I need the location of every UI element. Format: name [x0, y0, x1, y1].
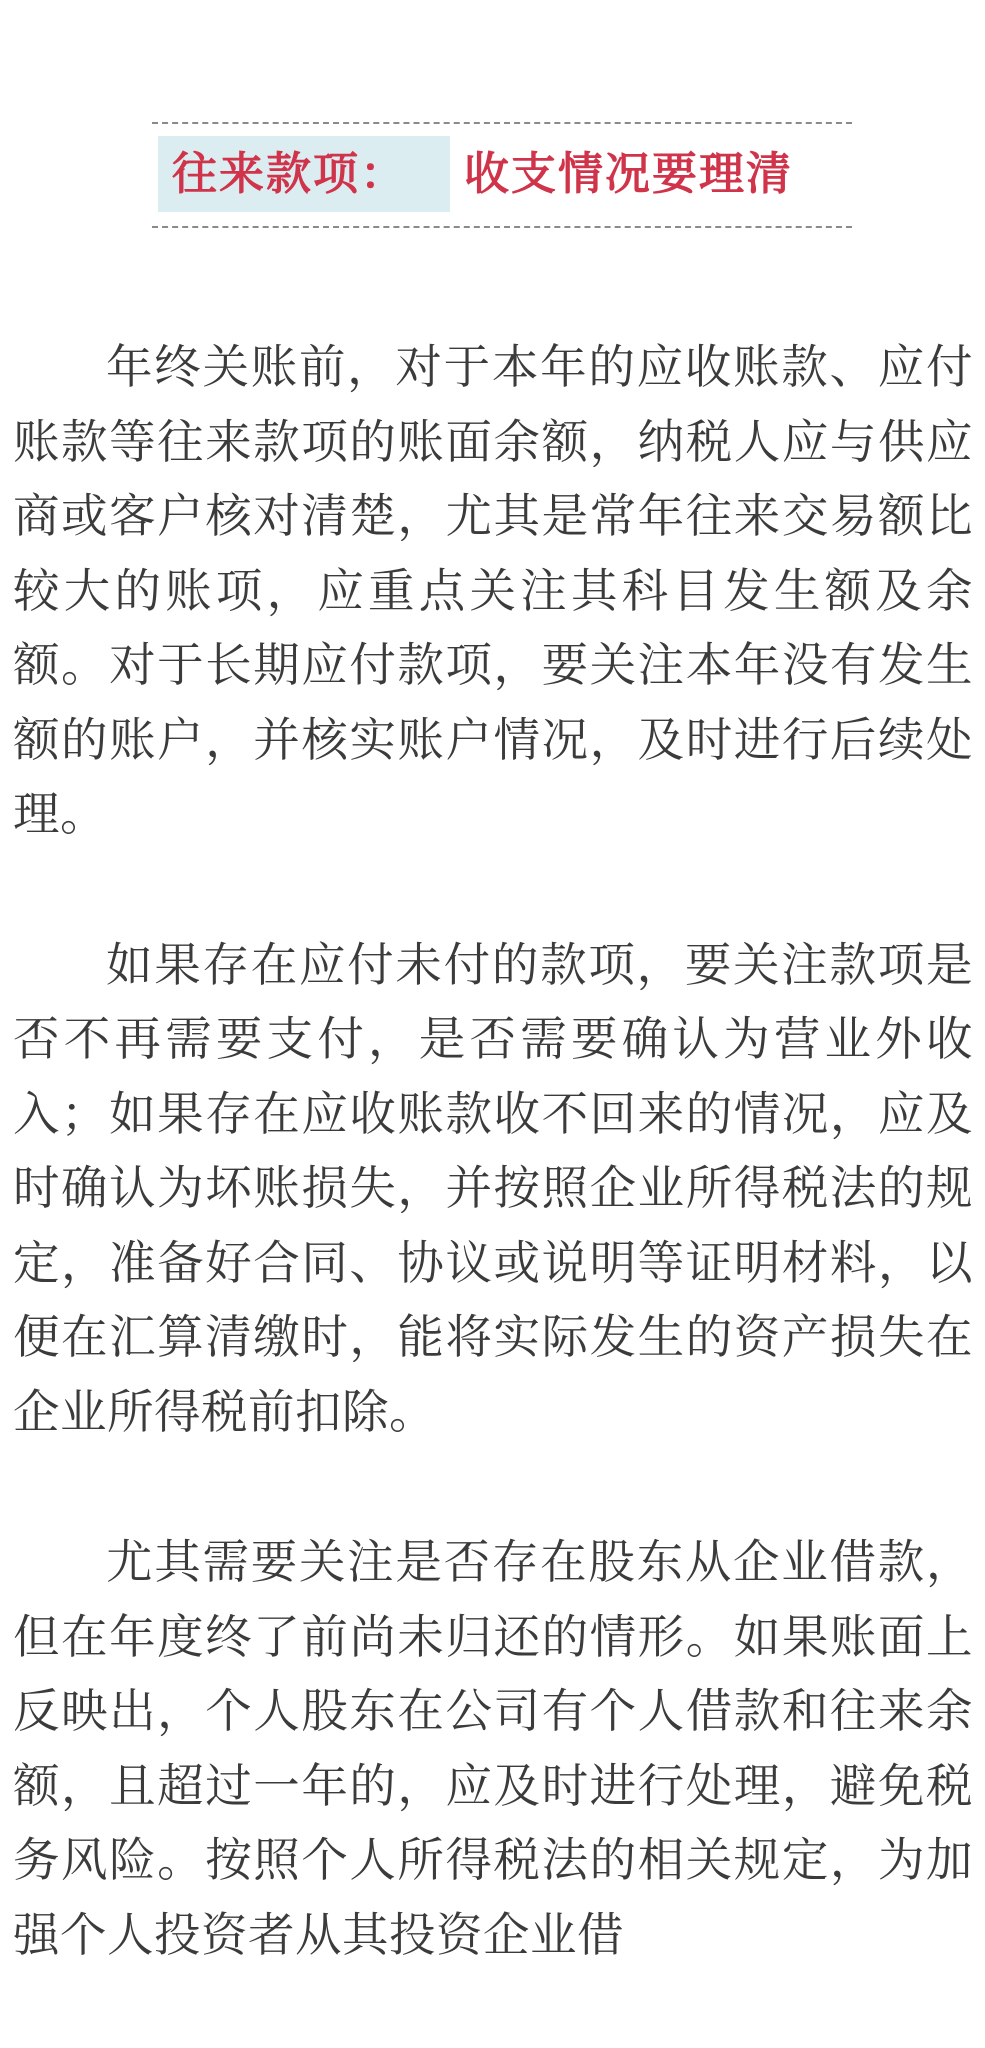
divider-top: [152, 122, 852, 124]
section-label: 往来款项：: [172, 147, 408, 200]
section-header: [152, 122, 852, 230]
paragraph-1: 年终关账前，对于本年的应收账款、应付账款等往来款项的账面余额，纳税人应与供应商或客户核对清楚，尤其是常年往来交易额比较大的账项，应重点关注其科目发生额及余额。对于长期应付款项，要关注本年没有发生额的账户，并核实账户情况，及时进行后续处理。: [13, 340, 973, 841]
divider-bottom: [152, 226, 852, 228]
paragraph-3: 尤其需要关注是否存在股东从企业借款，但在年度终了前尚未归还的情形。如果账面上反映出，个人股东在公司有个人借款和往来余额，且超过一年的，应及时进行处理，避免税务风险。按照个人所得税法的相关规定，为加强个人投资者从其投资企业借: [13, 1535, 973, 1962]
section-title: 收支情况要理清: [464, 147, 794, 200]
article-body: [13, 330, 973, 2048]
paragraph-2: 如果存在应付未付的款项，要关注款项是否不再需要支付，是否需要确认为营业外收入；如果存在应收账款收不回来的情况，应及时确认为坏账损失，并按照企业所得税法的规定，准备好合同、协议或说明等证明材料，以便在汇算清缴时，能将实际发生的资产损失在企业所得税前扣除。: [13, 937, 973, 1439]
